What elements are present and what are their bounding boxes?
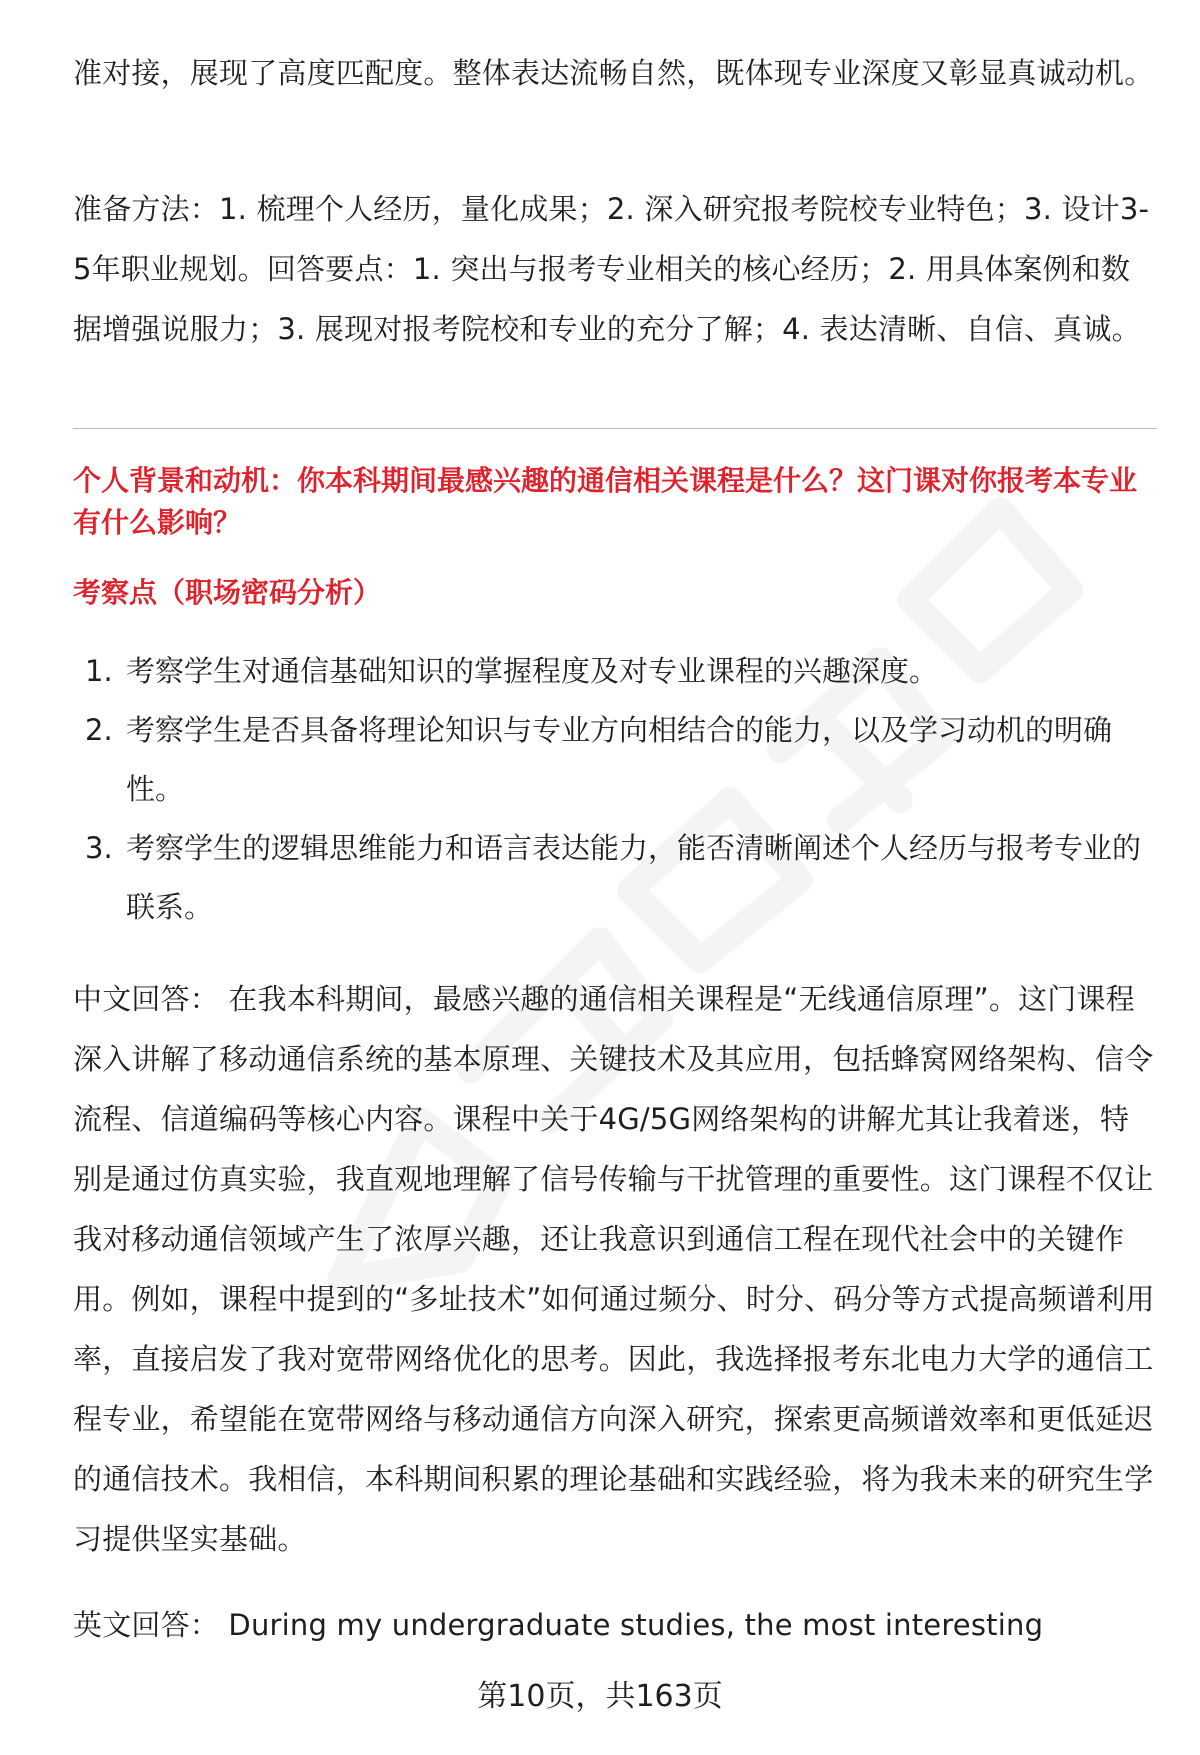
preparation-paragraph: 准备方法：1. 梳理个人经历，量化成果；2. 深入研究报考院校专业特色；3. 设计3-5年职业规划。回答要点：1. 突出与报考专业相关的核心经历；2. 用具体案例和数据增强说服力；3. 展现对报考院校和专业的充分了解；4. 表达清晰、自信、真诚。	[73, 192, 1150, 346]
list-item-text: 考察学生对通信基础知识的掌握程度及对专业课程的兴趣深度。	[126, 654, 939, 688]
chinese-answer-paragraph: 中文回答： 在我本科期间，最感兴趣的通信相关课程是“无线通信原理”。这门课程深入讲解了移动通信系统的基本原理、关键技术及其应用，包括蜂窝网络架构、信令流程、信道编码等核心内容。课程中关于4G/5G网络架构的讲解尤其让我着迷，特别是通过仿真实验，我直观地理解了信号传输与干扰管理的重要性。这门课程不仅让我对移动通信领域产生了浓厚兴趣，还让我意识到通信工程在现代社会中的关键作用。例如，课程中提到的“多址技术”如何通过频分、时分、码分等方式提高频谱利用率，直接启发了我对宽带网络优化的思考。因此，我选择报考东北电力大学的通信工程专业，希望能在宽带网络与移动通信方向深入研究，探索更高频谱效率和更低延迟的通信技术。我相信，本科期间积累的理论基础和实践经验，将为我未来的研究生学习提供坚实基础。	[73, 982, 1155, 1556]
english-answer-paragraph: 英文回答： During my undergraduate studies, the most interesting	[73, 1608, 1044, 1642]
question-heading: 个人背景和动机：你本科期间最感兴趣的通信相关课程是什么？这门课对你报考本专业有什么影响？	[73, 464, 1138, 539]
list-item	[73, 642, 1157, 701]
focus-heading: 考察点（职场密码分析）	[73, 576, 382, 609]
list-item-text: 考察学生的逻辑思维能力和语言表达能力，能否清晰阐述个人经历与报考专业的联系。	[126, 831, 1142, 924]
continuation-paragraph: 准对接，展现了高度匹配度。整体表达流畅自然，既体现专业深度又彰显真诚动机。	[73, 56, 1154, 90]
list-number: 2.	[85, 713, 113, 747]
focus-list	[73, 642, 1157, 937]
section-divider	[73, 428, 1157, 429]
list-item-text: 考察学生是否具备将理论知识与专业方向相结合的能力，以及学习动机的明确性。	[126, 713, 1113, 806]
page-number-footer: 第10页，共163页	[477, 1679, 723, 1714]
list-item	[73, 819, 1157, 937]
list-number: 3.	[85, 831, 113, 865]
list-item	[73, 701, 1157, 819]
list-number: 1.	[85, 654, 113, 688]
